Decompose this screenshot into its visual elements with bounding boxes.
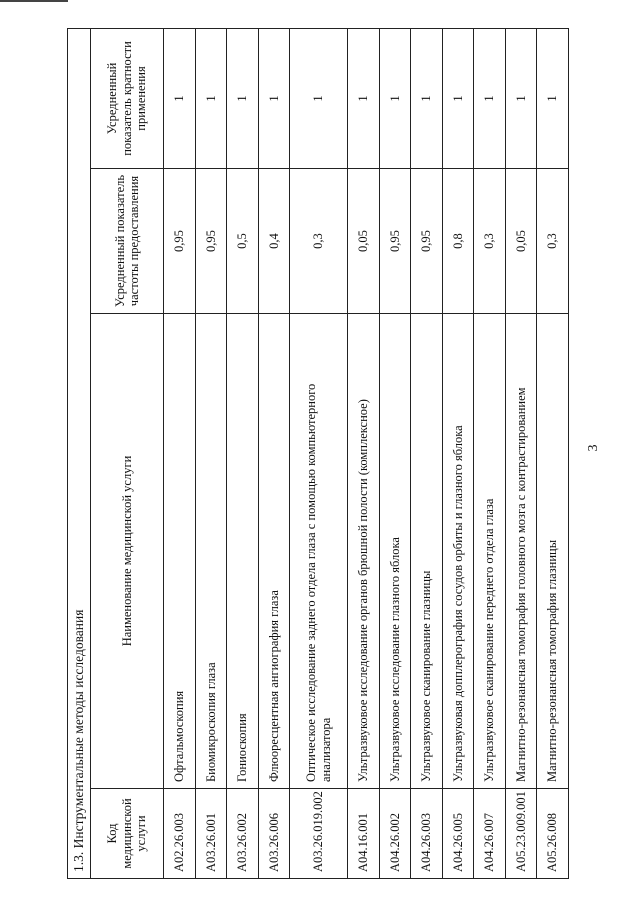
service-name: Гониоскопия	[227, 314, 259, 789]
service-name: Флюоресцентная ангиография глаза	[258, 314, 290, 789]
service-code: A03.26.019.002	[290, 789, 348, 879]
service-multiplicity: 1	[442, 28, 474, 168]
service-multiplicity: 1	[164, 28, 196, 168]
table-row	[227, 28, 259, 878]
service-code: A04.16.001	[347, 789, 379, 879]
service-name: Ультразвуковое сканирование глазницы	[411, 314, 443, 789]
service-code: A04.26.003	[411, 789, 443, 879]
service-multiplicity: 1	[379, 28, 411, 168]
service-multiplicity: 1	[195, 28, 227, 168]
service-frequency: 0,8	[442, 169, 474, 314]
services-table	[67, 28, 569, 879]
page-number: 3	[586, 444, 601, 452]
column-header-multiplicity: Усредненный показатель кратности применения	[91, 28, 164, 168]
service-frequency: 0,3	[290, 169, 348, 314]
service-name: Магнитно-резонансная томография головного мозга с контрастированием	[505, 314, 537, 789]
service-code: A03.26.001	[195, 789, 227, 879]
service-frequency: 0,05	[347, 169, 379, 314]
service-code: A04.26.007	[474, 789, 506, 879]
service-name: Офтальмоскопия	[164, 314, 196, 789]
table-row	[195, 28, 227, 878]
service-frequency: 0,3	[537, 169, 569, 314]
service-name: Ультразвуковое сканирование переднего отдела глаза	[474, 314, 506, 789]
service-multiplicity: 1	[258, 28, 290, 168]
service-code: A04.26.002	[379, 789, 411, 879]
table-row	[258, 28, 290, 878]
service-frequency: 0,95	[411, 169, 443, 314]
table-row	[505, 28, 537, 878]
service-code: A05.26.008	[537, 789, 569, 879]
service-name: Ультразвуковое исследование глазного яблока	[379, 314, 411, 789]
service-frequency: 0,3	[474, 169, 506, 314]
section-title: 1.3. Инструментальные методы исследования	[68, 28, 91, 878]
service-name: Магнитно-резонансная томография глазницы	[537, 314, 569, 789]
service-frequency: 0,95	[164, 169, 196, 314]
service-multiplicity: 1	[537, 28, 569, 168]
service-code: A03.26.006	[258, 789, 290, 879]
service-frequency: 0,95	[195, 169, 227, 314]
table-row	[411, 28, 443, 878]
table-row	[474, 28, 506, 878]
top-rule	[0, 0, 68, 2]
service-multiplicity: 1	[227, 28, 259, 168]
table-row	[442, 28, 474, 878]
table-row	[164, 28, 196, 878]
service-multiplicity: 1	[411, 28, 443, 168]
service-frequency: 0,05	[505, 169, 537, 314]
service-multiplicity: 1	[474, 28, 506, 168]
service-name: Биомикроскопия глаза	[195, 314, 227, 789]
service-code: A05.23.009.001	[505, 789, 537, 879]
service-name: Ультразвуковое исследование органов брюшной полости (комплексное)	[347, 314, 379, 789]
column-header-frequency: Усредненный показатель частоты предоставления	[91, 169, 164, 314]
table-row	[379, 28, 411, 878]
service-frequency: 0,4	[258, 169, 290, 314]
service-name: Ультразвуковая допплерография сосудов орбиты и глазного яблока	[442, 314, 474, 789]
table-wrapper	[67, 29, 569, 879]
service-multiplicity: 1	[347, 28, 379, 168]
column-header-code: Код медицинской услуги	[91, 789, 164, 879]
table-row	[537, 28, 569, 878]
table-row	[290, 28, 348, 878]
service-name: Оптическое исследование заднего отдела глаза с помощью компьютерного анализатора	[290, 314, 348, 789]
service-multiplicity: 1	[505, 28, 537, 168]
table-body	[164, 28, 569, 878]
column-header-name: Наименование медицинской услуги	[91, 314, 164, 789]
table-row	[347, 28, 379, 878]
service-frequency: 0,5	[227, 169, 259, 314]
service-code: A02.26.003	[164, 789, 196, 879]
service-code: A03.26.002	[227, 789, 259, 879]
service-multiplicity: 1	[290, 28, 348, 168]
table-header	[91, 28, 164, 878]
rotated-table-area	[67, 29, 569, 879]
service-frequency: 0,95	[379, 169, 411, 314]
service-code: A04.26.005	[442, 789, 474, 879]
